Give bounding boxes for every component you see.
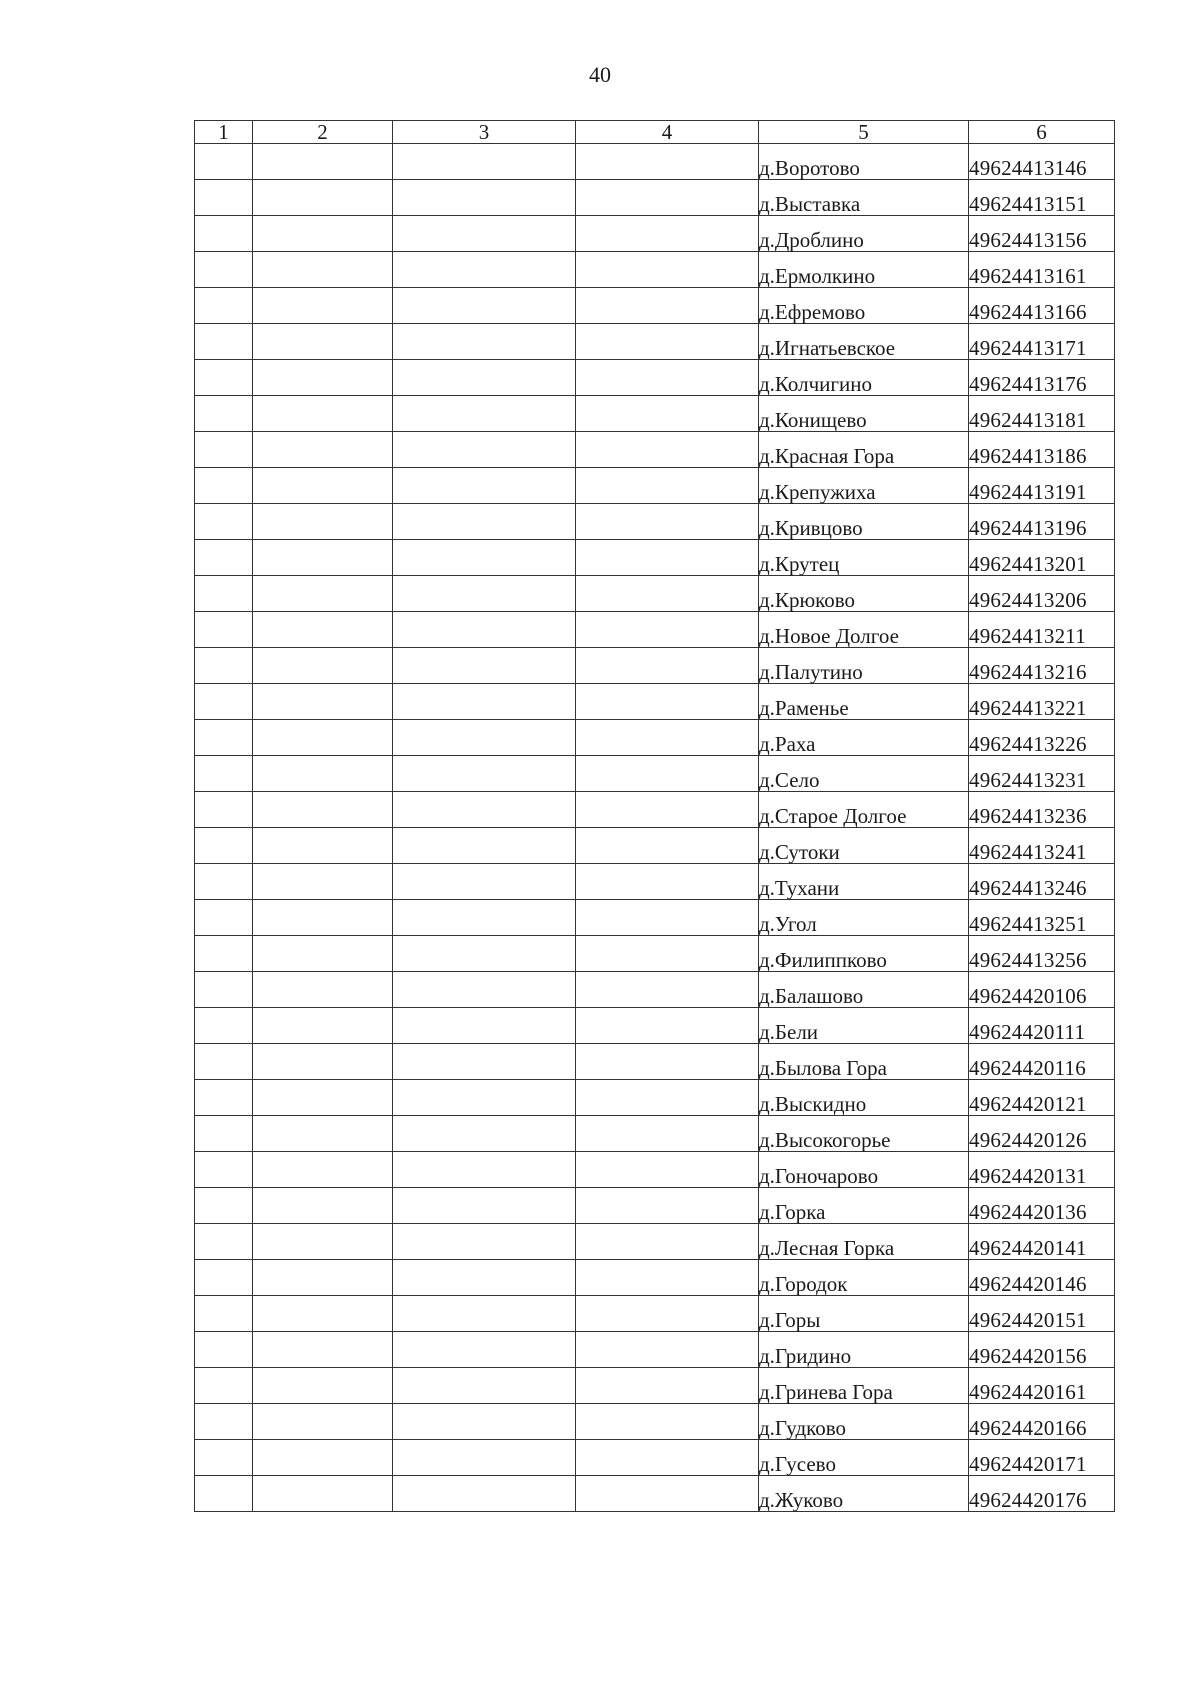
settlement-name-cell: д.Гридино [759,1332,969,1368]
empty-cell-col-3 [393,972,576,1008]
oktmo-code-cell: 49624420166 [969,1404,1115,1440]
empty-cell-col-3 [393,1224,576,1260]
oktmo-code-cell: 49624413196 [969,504,1115,540]
empty-cell-col-1 [195,1332,253,1368]
settlement-name-cell: д.Дроблино [759,216,969,252]
table-row [195,576,1115,612]
oktmo-code-cell: 49624413206 [969,576,1115,612]
oktmo-code-cell: 49624413241 [969,828,1115,864]
empty-cell-col-3 [393,432,576,468]
empty-cell-col-1 [195,432,253,468]
empty-cell-col-3 [393,756,576,792]
table-row [195,684,1115,720]
settlement-name-cell: д.Былова Гора [759,1044,969,1080]
empty-cell-col-2 [253,540,393,576]
empty-cell-col-4 [576,216,759,252]
empty-cell-col-1 [195,1116,253,1152]
empty-cell-col-3 [393,1332,576,1368]
empty-cell-col-4 [576,612,759,648]
empty-cell-col-2 [253,936,393,972]
table-row [195,648,1115,684]
settlement-name-cell: д.Угол [759,900,969,936]
table-row [195,540,1115,576]
table-row [195,1332,1115,1368]
empty-cell-col-1 [195,1080,253,1116]
empty-cell-col-1 [195,612,253,648]
table-row [195,756,1115,792]
table-row [195,720,1115,756]
empty-cell-col-4 [576,360,759,396]
empty-cell-col-2 [253,252,393,288]
table-row [195,396,1115,432]
empty-cell-col-3 [393,1368,576,1404]
empty-cell-col-2 [253,144,393,180]
table-row [195,864,1115,900]
page-number: 40 [589,62,611,87]
empty-cell-col-4 [576,648,759,684]
empty-cell-col-2 [253,468,393,504]
empty-cell-col-2 [253,504,393,540]
empty-cell-col-1 [195,360,253,396]
table-row [195,432,1115,468]
settlement-name-cell: д.Горы [759,1296,969,1332]
table-row [195,1188,1115,1224]
empty-cell-col-4 [576,1008,759,1044]
empty-cell-col-4 [576,576,759,612]
empty-cell-col-4 [576,1404,759,1440]
empty-cell-col-1 [195,504,253,540]
empty-cell-col-2 [253,288,393,324]
empty-cell-col-1 [195,216,253,252]
empty-cell-col-3 [393,1152,576,1188]
empty-cell-col-1 [195,540,253,576]
settlement-name-cell: д.Раменье [759,684,969,720]
empty-cell-col-1 [195,1044,253,1080]
empty-cell-col-4 [576,1296,759,1332]
table-row [195,504,1115,540]
empty-cell-col-3 [393,144,576,180]
empty-cell-col-1 [195,1296,253,1332]
table-body [195,144,1115,1512]
settlement-name-cell: д.Новое Долгое [759,612,969,648]
empty-cell-col-4 [576,972,759,1008]
empty-cell-col-4 [576,1260,759,1296]
empty-cell-col-1 [195,288,253,324]
empty-cell-col-3 [393,1404,576,1440]
empty-cell-col-1 [195,468,253,504]
empty-cell-col-3 [393,720,576,756]
empty-cell-col-3 [393,648,576,684]
empty-cell-col-1 [195,936,253,972]
empty-cell-col-4 [576,324,759,360]
oktmo-code-cell: 49624420106 [969,972,1115,1008]
table-row [195,1008,1115,1044]
empty-cell-col-3 [393,396,576,432]
empty-cell-col-2 [253,1044,393,1080]
empty-cell-col-4 [576,1476,759,1512]
oktmo-code-cell: 49624413216 [969,648,1115,684]
table-row [195,972,1115,1008]
empty-cell-col-3 [393,1440,576,1476]
empty-cell-col-2 [253,900,393,936]
empty-cell-col-2 [253,1152,393,1188]
table-row [195,360,1115,396]
empty-cell-col-3 [393,252,576,288]
oktmo-code-cell: 49624420121 [969,1080,1115,1116]
oktmo-code-cell: 49624413236 [969,792,1115,828]
empty-cell-col-4 [576,1080,759,1116]
settlement-name-cell: д.Филиппково [759,936,969,972]
oktmo-code-cell: 49624413251 [969,900,1115,936]
empty-cell-col-2 [253,1404,393,1440]
table-row [195,1368,1115,1404]
settlement-name-cell: д.Гудково [759,1404,969,1440]
column-header-1: 1 [195,121,253,144]
empty-cell-col-4 [576,1044,759,1080]
empty-cell-col-3 [393,864,576,900]
settlement-name-cell: д.Сутоки [759,828,969,864]
empty-cell-col-1 [195,648,253,684]
table-row [195,828,1115,864]
oktmo-code-cell: 49624420131 [969,1152,1115,1188]
settlement-name-cell: д.Городок [759,1260,969,1296]
settlement-name-cell: д.Крепужиха [759,468,969,504]
oktmo-code-cell: 49624413156 [969,216,1115,252]
column-header-3: 3 [393,121,576,144]
empty-cell-col-3 [393,288,576,324]
empty-cell-col-3 [393,576,576,612]
empty-cell-col-4 [576,684,759,720]
empty-cell-col-1 [195,1224,253,1260]
oktmo-code-cell: 49624413161 [969,252,1115,288]
empty-cell-col-1 [195,828,253,864]
column-header-4: 4 [576,121,759,144]
empty-cell-col-3 [393,360,576,396]
empty-cell-col-2 [253,864,393,900]
oktmo-code-cell: 49624413231 [969,756,1115,792]
empty-cell-col-1 [195,1476,253,1512]
oktmo-code-cell: 49624413191 [969,468,1115,504]
empty-cell-col-1 [195,972,253,1008]
table-row [195,1404,1115,1440]
empty-cell-col-4 [576,1188,759,1224]
oktmo-code-cell: 49624413181 [969,396,1115,432]
oktmo-code-cell: 49624420126 [969,1116,1115,1152]
empty-cell-col-4 [576,504,759,540]
empty-cell-col-4 [576,864,759,900]
empty-cell-col-3 [393,1188,576,1224]
settlement-name-cell: д.Воротово [759,144,969,180]
empty-cell-col-1 [195,1008,253,1044]
oktmo-code-cell: 49624420111 [969,1008,1115,1044]
empty-cell-col-4 [576,936,759,972]
oktmo-code-cell: 49624413221 [969,684,1115,720]
empty-cell-col-3 [393,324,576,360]
oktmo-code-cell: 49624420161 [969,1368,1115,1404]
oktmo-code-cell: 49624413226 [969,720,1115,756]
table-header-row [195,121,1115,144]
empty-cell-col-4 [576,252,759,288]
oktmo-code-cell: 49624420141 [969,1224,1115,1260]
empty-cell-col-2 [253,1116,393,1152]
table-row [195,1080,1115,1116]
settlement-name-cell: д.Жуково [759,1476,969,1512]
table-row [195,216,1115,252]
empty-cell-col-1 [195,180,253,216]
empty-cell-col-1 [195,792,253,828]
oktmo-code-cell: 49624413146 [969,144,1115,180]
oktmo-code-cell: 49624413246 [969,864,1115,900]
empty-cell-col-4 [576,1368,759,1404]
empty-cell-col-3 [393,1296,576,1332]
empty-cell-col-1 [195,1188,253,1224]
oktmo-code-cell: 49624420136 [969,1188,1115,1224]
empty-cell-col-1 [195,756,253,792]
empty-cell-col-2 [253,972,393,1008]
empty-cell-col-3 [393,1476,576,1512]
oktmo-code-cell: 49624413186 [969,432,1115,468]
column-header-6: 6 [969,121,1115,144]
settlement-name-cell: д.Выскидно [759,1080,969,1116]
oktmo-code-cell: 49624420171 [969,1440,1115,1476]
settlement-name-cell: д.Колчигино [759,360,969,396]
empty-cell-col-4 [576,288,759,324]
empty-cell-col-1 [195,1260,253,1296]
settlement-name-cell: д.Лесная Горка [759,1224,969,1260]
empty-cell-col-2 [253,1368,393,1404]
empty-cell-col-4 [576,432,759,468]
settlement-name-cell: д.Ефремово [759,288,969,324]
settlement-name-cell: д.Высокогорье [759,1116,969,1152]
settlement-name-cell: д.Бели [759,1008,969,1044]
empty-cell-col-2 [253,612,393,648]
table-row [195,612,1115,648]
empty-cell-col-4 [576,1224,759,1260]
empty-cell-col-2 [253,1476,393,1512]
empty-cell-col-3 [393,1080,576,1116]
empty-cell-col-4 [576,828,759,864]
empty-cell-col-2 [253,684,393,720]
table-row [195,180,1115,216]
oktmo-code-cell: 49624413151 [969,180,1115,216]
settlement-name-cell: д.Тухани [759,864,969,900]
table-row [195,792,1115,828]
empty-cell-col-1 [195,1368,253,1404]
empty-cell-col-4 [576,1152,759,1188]
table-row [195,1152,1115,1188]
empty-cell-col-1 [195,684,253,720]
empty-cell-col-2 [253,828,393,864]
empty-cell-col-4 [576,792,759,828]
empty-cell-col-4 [576,180,759,216]
oktmo-code-cell: 49624413201 [969,540,1115,576]
empty-cell-col-2 [253,324,393,360]
settlements-table [194,120,1115,1512]
settlement-name-cell: д.Старое Долгое [759,792,969,828]
empty-cell-col-2 [253,720,393,756]
oktmo-code-cell: 49624420151 [969,1296,1115,1332]
empty-cell-col-1 [195,1440,253,1476]
empty-cell-col-3 [393,828,576,864]
settlement-name-cell: д.Село [759,756,969,792]
oktmo-code-cell: 49624413256 [969,936,1115,972]
empty-cell-col-1 [195,720,253,756]
empty-cell-col-1 [195,1404,253,1440]
empty-cell-col-2 [253,432,393,468]
empty-cell-col-2 [253,576,393,612]
empty-cell-col-1 [195,396,253,432]
empty-cell-col-2 [253,1224,393,1260]
table-row [195,1116,1115,1152]
empty-cell-col-2 [253,1080,393,1116]
empty-cell-col-2 [253,1008,393,1044]
empty-cell-col-3 [393,540,576,576]
empty-cell-col-3 [393,792,576,828]
empty-cell-col-2 [253,1296,393,1332]
settlement-name-cell: д.Горка [759,1188,969,1224]
empty-cell-col-4 [576,720,759,756]
empty-cell-col-2 [253,216,393,252]
settlement-name-cell: д.Игнатьевское [759,324,969,360]
empty-cell-col-2 [253,648,393,684]
table-row [195,936,1115,972]
empty-cell-col-4 [576,468,759,504]
settlement-name-cell: д.Красная Гора [759,432,969,468]
empty-cell-col-2 [253,756,393,792]
table-row [195,900,1115,936]
table-row [195,1224,1115,1260]
oktmo-code-cell: 49624413211 [969,612,1115,648]
settlement-name-cell: д.Ермолкино [759,252,969,288]
empty-cell-col-4 [576,540,759,576]
oktmo-code-cell: 49624413166 [969,288,1115,324]
settlement-name-cell: д.Палутино [759,648,969,684]
empty-cell-col-3 [393,216,576,252]
empty-cell-col-2 [253,1332,393,1368]
oktmo-code-cell: 49624420156 [969,1332,1115,1368]
settlement-name-cell: д.Кривцово [759,504,969,540]
table-row [195,468,1115,504]
empty-cell-col-3 [393,936,576,972]
settlement-name-cell: д.Гринева Гора [759,1368,969,1404]
empty-cell-col-1 [195,864,253,900]
empty-cell-col-3 [393,1260,576,1296]
empty-cell-col-1 [195,1152,253,1188]
settlement-name-cell: д.Крюково [759,576,969,612]
table-row [195,288,1115,324]
empty-cell-col-3 [393,900,576,936]
table-row [195,1260,1115,1296]
empty-cell-col-3 [393,1008,576,1044]
settlement-name-cell: д.Конищево [759,396,969,432]
empty-cell-col-2 [253,180,393,216]
settlement-name-cell: д.Гоночарово [759,1152,969,1188]
settlement-name-cell: д.Выставка [759,180,969,216]
oktmo-code-cell: 49624420176 [969,1476,1115,1512]
oktmo-code-cell: 49624413176 [969,360,1115,396]
empty-cell-col-2 [253,396,393,432]
empty-cell-col-3 [393,684,576,720]
empty-cell-col-3 [393,504,576,540]
empty-cell-col-4 [576,900,759,936]
column-header-5: 5 [759,121,969,144]
empty-cell-col-4 [576,1116,759,1152]
empty-cell-col-4 [576,144,759,180]
empty-cell-col-2 [253,1260,393,1296]
empty-cell-col-2 [253,792,393,828]
table-row [195,324,1115,360]
empty-cell-col-1 [195,252,253,288]
table-row [195,144,1115,180]
empty-cell-col-2 [253,1188,393,1224]
settlement-name-cell: д.Крутец [759,540,969,576]
table-row [195,1296,1115,1332]
table-row [195,252,1115,288]
empty-cell-col-1 [195,900,253,936]
table-row [195,1044,1115,1080]
empty-cell-col-3 [393,1116,576,1152]
empty-cell-col-1 [195,576,253,612]
column-header-2: 2 [253,121,393,144]
table-row [195,1476,1115,1512]
oktmo-code-cell: 49624420146 [969,1260,1115,1296]
empty-cell-col-2 [253,360,393,396]
oktmo-code-cell: 49624413171 [969,324,1115,360]
empty-cell-col-2 [253,1440,393,1476]
table-row [195,1440,1115,1476]
empty-cell-col-4 [576,396,759,432]
settlement-name-cell: д.Балашово [759,972,969,1008]
empty-cell-col-3 [393,468,576,504]
settlement-name-cell: д.Гусево [759,1440,969,1476]
empty-cell-col-4 [576,1332,759,1368]
empty-cell-col-1 [195,144,253,180]
empty-cell-col-3 [393,1044,576,1080]
empty-cell-col-4 [576,756,759,792]
settlement-name-cell: д.Раха [759,720,969,756]
empty-cell-col-3 [393,180,576,216]
empty-cell-col-1 [195,324,253,360]
empty-cell-col-4 [576,1440,759,1476]
empty-cell-col-3 [393,612,576,648]
oktmo-code-cell: 49624420116 [969,1044,1115,1080]
